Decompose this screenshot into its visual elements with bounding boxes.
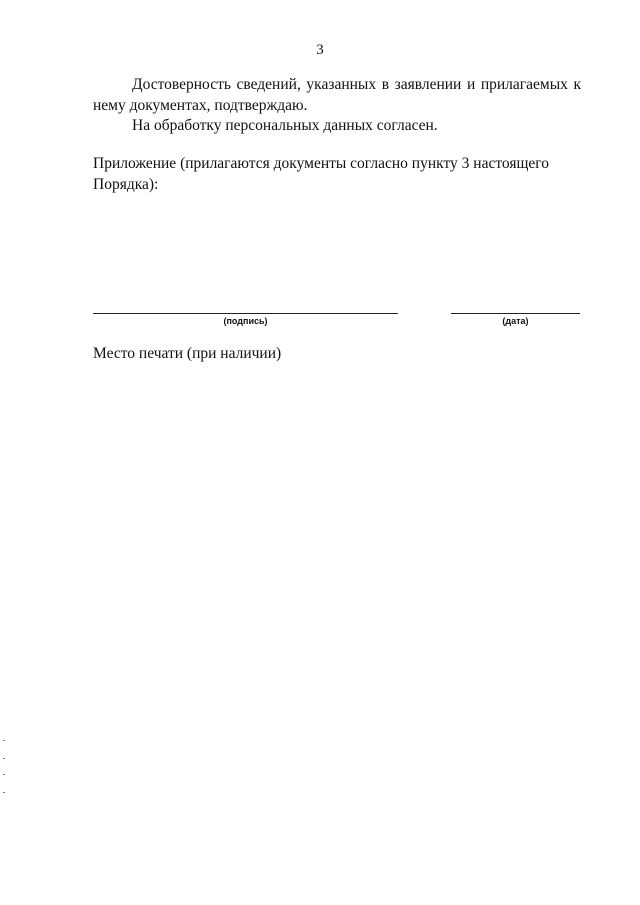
date-caption: (дата) xyxy=(502,316,529,326)
attachment-paragraph: Приложение (прилагаются документы согласно пункту 3 настоящего Порядка): xyxy=(93,155,550,193)
page-number: 3 xyxy=(316,42,324,58)
date-line xyxy=(451,313,580,314)
scan-margin-marks xyxy=(3,740,6,800)
consent-paragraph: На обработку персональных данных согласен. xyxy=(132,117,438,134)
signature-line xyxy=(93,313,398,314)
confirmation-paragraph: Достоверность сведений, указанных в заявлении и прилагаемых к нему документах, подтверждаю. xyxy=(93,76,581,114)
signature-caption: (подпись) xyxy=(223,316,268,326)
stamp-label: Место печати (при наличии) xyxy=(93,345,282,362)
